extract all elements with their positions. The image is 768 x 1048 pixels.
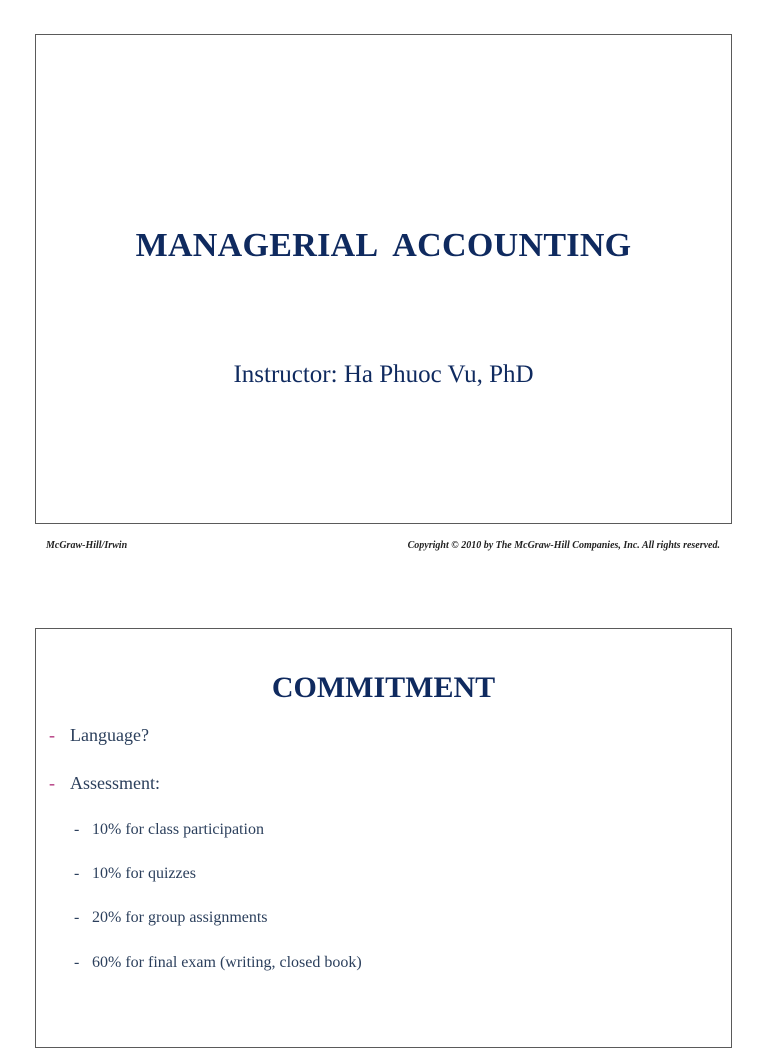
sub-bullet-text: 10% for quizzes [92, 865, 196, 882]
copyright-footer: Copyright © 2010 by The McGraw-Hill Companies, Inc. All rights reserved. [407, 540, 720, 551]
sub-bullet-marker: - [74, 821, 80, 838]
sub-bullet-quizzes [74, 865, 196, 883]
sub-bullet-group-assignments [74, 909, 268, 927]
sub-bullet-text: 60% for final exam (writing, closed book) [92, 954, 362, 971]
bullet-assessment [49, 773, 160, 794]
sub-bullet-text: 20% for group assignments [92, 909, 268, 926]
sub-bullet-class-participation [74, 821, 264, 839]
bullet-marker: - [49, 725, 55, 745]
bullet-marker: - [49, 773, 55, 793]
instructor-subtitle: Instructor: Ha Phuoc Vu, PhD [233, 361, 534, 388]
slide-title: MANAGERIAL ACCOUNTING [135, 227, 632, 264]
title-slide [35, 34, 732, 524]
commitment-title: COMMITMENT [271, 671, 496, 704]
sub-bullet-final-exam [74, 954, 362, 972]
commitment-slide [35, 628, 732, 1048]
bullet-text: Assessment: [70, 773, 160, 793]
sub-bullet-marker: - [74, 865, 80, 882]
sub-bullet-marker: - [74, 954, 80, 971]
sub-bullet-marker: - [74, 909, 80, 926]
bullet-language [49, 725, 149, 746]
publisher-footer: McGraw-Hill/Irwin [46, 540, 128, 551]
bullet-text: Language? [70, 725, 149, 745]
sub-bullet-text: 10% for class participation [92, 821, 264, 838]
